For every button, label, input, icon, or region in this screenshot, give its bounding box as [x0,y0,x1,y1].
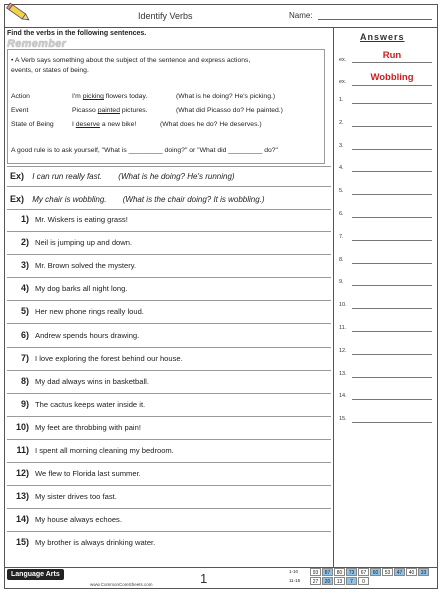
remember-row-label: State of Being [11,121,54,128]
row-separator [7,485,331,486]
pencil-icon [6,2,32,24]
answer-label: 14. [339,393,347,399]
row-separator [7,531,331,532]
row-separator [7,370,331,371]
row-separator [7,186,331,187]
answer-line[interactable] [352,331,432,332]
question-sentence: I spent all morning cleaning my bedroom. [35,446,174,455]
answer-line[interactable] [352,171,432,172]
instructions: Find the verbs in the following sentences. [7,30,147,37]
score-cell: 73 [346,568,357,576]
remember-tab: Remember [7,38,67,50]
example-label: Ex) [10,194,25,204]
answer-label: 7. [339,234,344,240]
example-row [10,194,265,204]
question-number: 1) [20,214,29,224]
remember-row-example: I'm picking flowers today. [72,93,148,100]
answer-label: 13. [339,371,347,377]
question-number: 7) [20,353,29,363]
remember-row-question: (What did Picasso do? He painted.) [176,107,283,114]
question-number: 6) [20,330,29,340]
score-row-label: 1-10 [289,569,299,574]
answer-line [352,62,432,63]
question-number: 10) [15,422,29,432]
page-number: 1 [200,571,208,586]
answer-label: 4. [339,165,344,171]
score-cell: 60 [370,568,381,576]
answer-line[interactable] [352,285,432,286]
remember-row-question: (What is he doing? He's picking.) [176,93,276,100]
answer-label: 15. [339,416,347,422]
remember-row-example: I deserve a new bike! [72,121,137,128]
question-number: 11) [16,445,29,455]
question-sentence: Mr. Brown solved the mystery. [35,261,137,270]
answer-example-value: Run [382,50,402,61]
question-sentence: We flew to Florida last summer. [35,469,141,478]
question-sentence: My dad always wins in basketball. [35,377,149,386]
question-number: 13) [15,491,29,501]
name-line[interactable] [318,19,432,20]
question-number: 12) [15,468,29,478]
row-separator [7,166,331,167]
answers-column-divider [333,28,334,567]
answer-label: 6. [339,211,344,217]
answer-label: 2. [339,120,344,126]
answer-label: 1. [339,97,344,103]
row-separator [7,277,331,278]
site-url[interactable]: www.CommonCoreSheets.com [90,582,153,587]
answer-line[interactable] [352,377,432,378]
answer-example-label: ex. [339,79,347,85]
score-cell: 87 [322,568,333,576]
score-cell: 0 [358,577,369,585]
example-question: (What is the chair doing? It is wobbling.) [122,195,265,204]
remember-row-question: (What does he do? He deserves.) [160,121,262,128]
answer-line[interactable] [352,126,432,127]
score-cell: 53 [382,568,393,576]
remember-row-example: Picasso painted pictures. [72,107,148,114]
score-cell: 47 [394,568,405,576]
question-sentence: My brother is always drinking water. [35,538,156,547]
score-cell: 93 [310,568,321,576]
answer-line[interactable] [352,399,432,400]
question-number: 8) [20,376,29,386]
question-sentence: Neil is jumping up and down. [35,238,133,247]
score-cell: 40 [406,568,417,576]
answer-label: 9. [339,279,344,285]
answer-line[interactable] [352,217,432,218]
answer-label: 12. [339,348,347,354]
answer-line[interactable] [352,308,432,309]
answer-line[interactable] [352,263,432,264]
question-sentence: My feet are throbbing with pain! [35,423,141,432]
answer-label: 3. [339,143,344,149]
score-row-label: 11-15 [289,578,301,583]
question-number: 2) [20,237,29,247]
example-row [10,171,235,181]
question-number: 3) [20,260,29,270]
row-separator [7,209,331,210]
question-number: 9) [20,399,29,409]
row-separator [7,462,331,463]
page-title: Identify Verbs [138,11,193,21]
question-sentence: Her new phone rings really loud. [35,307,144,316]
row-separator [7,347,331,348]
question-sentence: My dog barks all night long. [35,284,128,293]
question-number: 14) [15,514,29,524]
row-separator [7,393,331,394]
answer-line[interactable] [352,354,432,355]
example-question: (What is he doing? He's running) [118,172,235,181]
answer-line [352,85,432,86]
remember-rule: A good rule is to ask yourself, "What is _________ doing?" or "What did _________ do?" [11,147,278,154]
answer-label: 11. [339,325,347,331]
question-sentence: The cactus keeps water inside it. [35,400,146,409]
example-label: Ex) [10,171,25,181]
answer-example-value: Wobbling [370,72,414,83]
answer-line[interactable] [352,194,432,195]
remember-intro-cont: events, or states of being. [11,67,89,74]
remember-intro: • A Verb says something about the subject of the sentence and express actions, [11,57,251,64]
score-cell: 67 [358,568,369,576]
answer-line[interactable] [352,103,432,104]
question-number: 15) [15,537,29,547]
score-cell: 80 [334,568,345,576]
example-sentence: I can run really fast. [32,172,103,181]
score-cell: 20 [322,577,333,585]
answers-heading: Answers [360,32,405,42]
subject-logo: Language Arts [7,569,64,580]
row-separator [7,439,331,440]
question-sentence: My house always echoes. [35,515,122,524]
score-cell: 13 [334,577,345,585]
worksheet-header [4,4,438,28]
question-sentence: My sister drives too fast. [35,492,117,501]
answer-label: 10. [339,302,347,308]
answer-label: 5. [339,188,344,194]
question-number: 5) [20,306,29,316]
answer-example-label: ex. [339,57,347,63]
name-label: Name: [289,11,313,20]
question-sentence: I love exploring the forest behind our house. [35,354,183,363]
answer-label: 8. [339,257,344,263]
row-separator [7,254,331,255]
answer-line[interactable] [352,149,432,150]
question-number: 4) [20,283,29,293]
row-separator [7,300,331,301]
remember-row-label: Event [11,107,29,114]
answer-line[interactable] [352,240,432,241]
row-separator [7,508,331,509]
question-sentence: Mr. Wiskers is eating grass! [35,215,128,224]
question-sentence: Andrew spends hours drawing. [35,331,140,340]
answer-line[interactable] [352,422,432,423]
score-cell: 7 [346,577,357,585]
score-cell: 33 [418,568,429,576]
remember-row-label: Action [11,93,30,100]
row-separator [7,323,331,324]
row-separator [7,416,331,417]
example-sentence: My chair is wobbling. [32,195,107,204]
row-separator [7,231,331,232]
score-cell: 27 [310,577,321,585]
